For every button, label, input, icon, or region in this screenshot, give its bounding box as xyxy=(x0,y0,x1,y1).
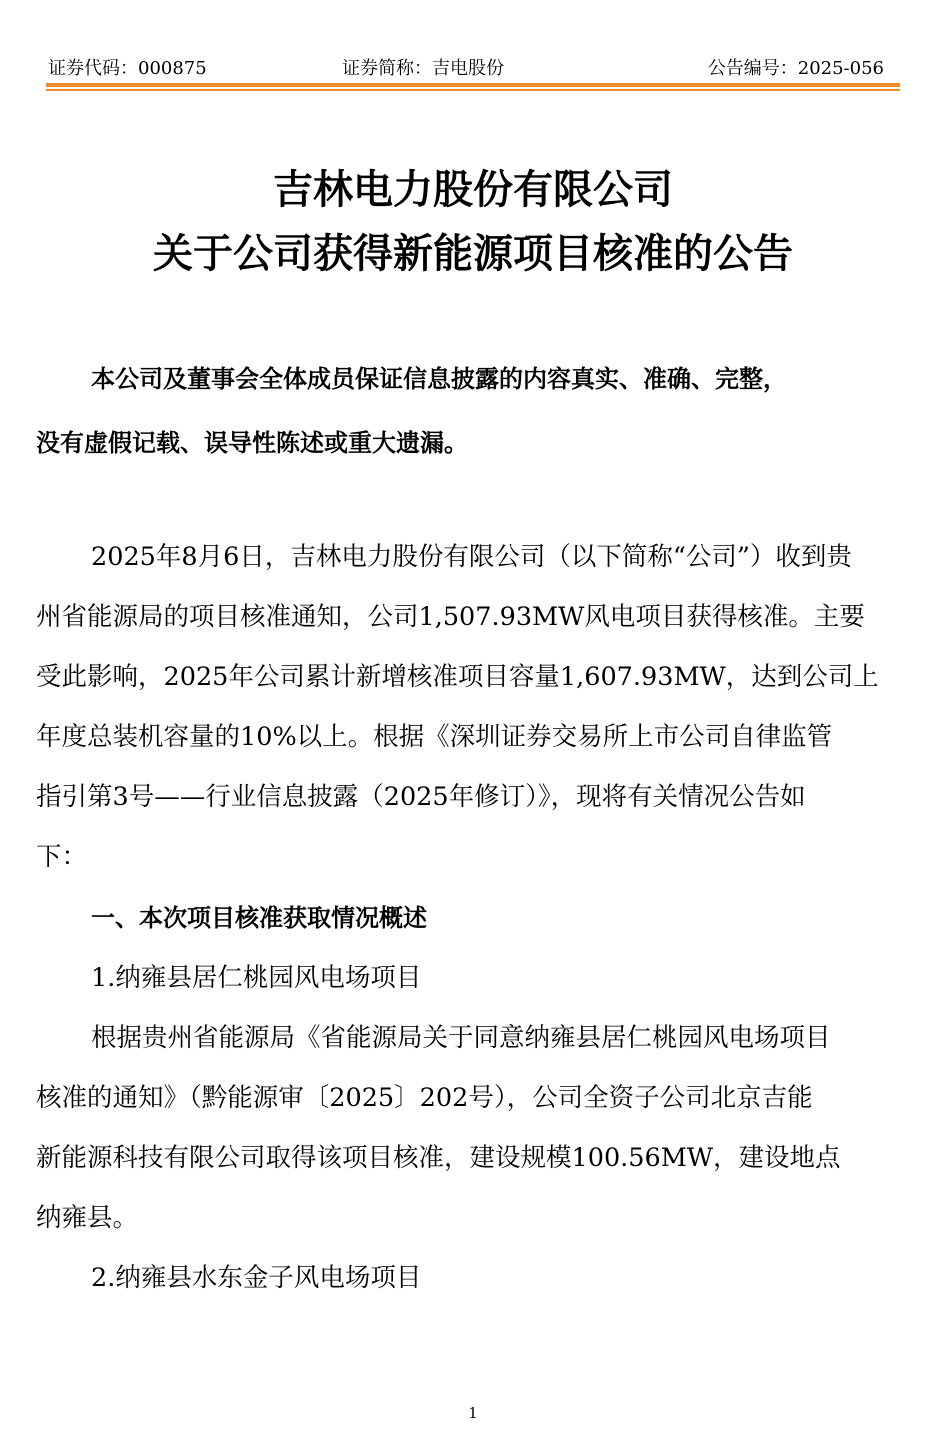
paragraph-line: 受此影响，2025年公司累计新增核准项目容量1,607.93MW，达到公司上 xyxy=(36,662,879,692)
header-rule-thin xyxy=(46,89,900,91)
paragraph-line: 新能源科技有限公司取得该项目核准，建设规模100.56MW，建设地点 xyxy=(36,1143,841,1173)
paragraph-line: 核准的通知》（黔能源审〔2025〕202号），公司全资子公司北京吉能 xyxy=(36,1083,813,1113)
section-heading-text: 一、本次项目核准获取情况概述 xyxy=(91,904,427,932)
paragraph-line: 年度总装机容量的10%以上。根据《深圳证券交易所上市公司自律监管 xyxy=(36,722,833,752)
announcement-number: 公告编号：2025-056 xyxy=(707,58,884,79)
paragraph-intro xyxy=(36,527,900,887)
stock-code: 证券代码：000875 xyxy=(48,58,207,79)
paragraph-line: 2025年8月6日，吉林电力股份有限公司（以下简称“公司”）收到贵 xyxy=(91,542,852,572)
document-header xyxy=(46,56,900,82)
item-title-text: 1.纳雍县居仁桃园风电场项目 xyxy=(91,963,422,993)
item-title xyxy=(36,1248,900,1308)
board-statement xyxy=(36,347,900,475)
header-rule-thick xyxy=(46,83,900,87)
item-title xyxy=(36,948,900,1008)
paragraph-line: 纳雍县。 xyxy=(36,1203,139,1233)
paragraph-line: 下： xyxy=(36,842,88,872)
paragraph-item1 xyxy=(36,1008,900,1248)
item-title-text: 2.纳雍县水东金子风电场项目 xyxy=(91,1263,422,1293)
statement-line: 本公司及董事会全体成员保证信息披露的内容真实、准确、完整， xyxy=(91,365,787,393)
statement-line: 没有虚假记载、误导性陈述或重大遗漏。 xyxy=(36,429,468,457)
stock-abbreviation: 证券简称：吉电股份 xyxy=(342,58,504,79)
section-heading xyxy=(36,888,900,948)
title-subject: 关于公司获得新能源项目核准的公告 xyxy=(153,231,793,277)
title-company: 吉林电力股份有限公司 xyxy=(273,167,673,213)
paragraph-line: 根据贵州省能源局《省能源局关于同意纳雍县居仁桃园风电场项目 xyxy=(91,1023,831,1053)
page-number: 1 xyxy=(468,1404,478,1422)
paragraph-line: 指引第3号——行业信息披露（2025年修订）》，现将有关情况公告如 xyxy=(36,782,806,812)
paragraph-line: 州省能源局的项目核准通知，公司1,507.93MW风电项目获得核准。主要 xyxy=(36,602,865,632)
